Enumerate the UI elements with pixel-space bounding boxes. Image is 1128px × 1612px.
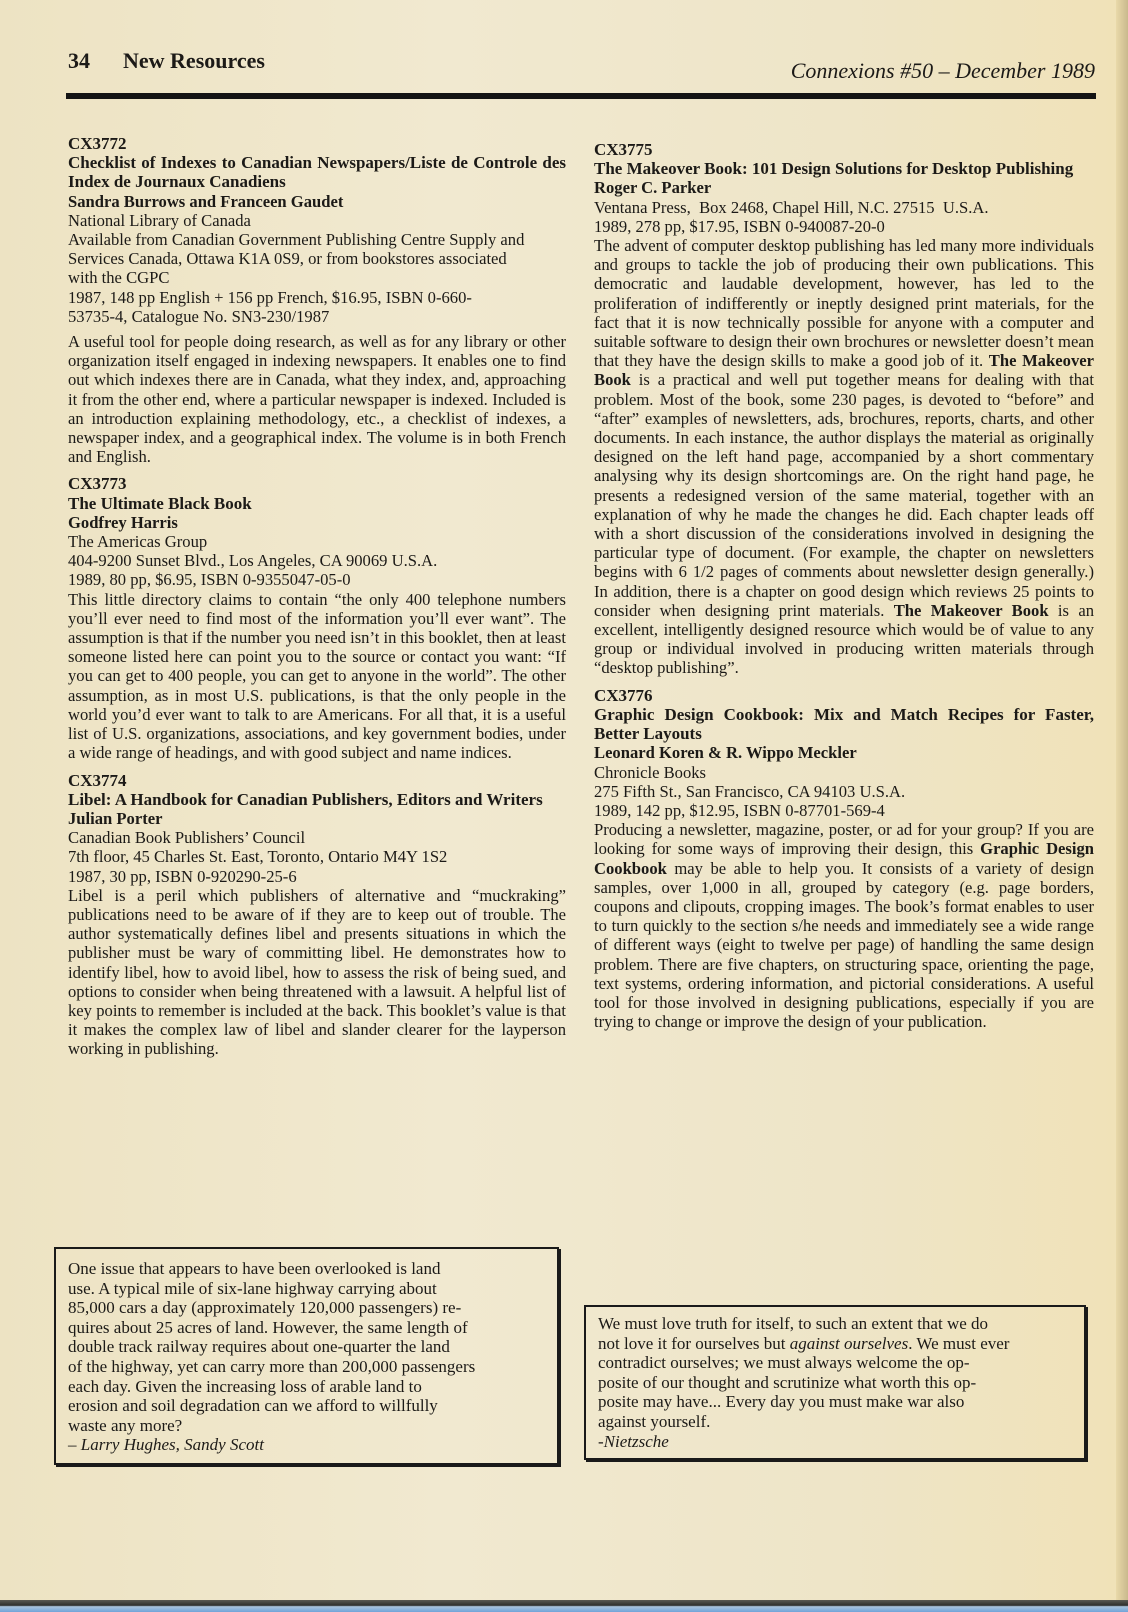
entry-title: Checklist of Indexes to Canadian Newspapers/Liste de Controle des Index de Journaux Canadiens — [68, 153, 566, 192]
page-header — [68, 48, 1095, 82]
quote-attribution: – Larry Hughes, Sandy Scott — [68, 1435, 264, 1455]
entry-pub-details: 1987, 30 pp, ISBN 0-920290-25-6 — [68, 866, 297, 886]
land-use-quote-box — [54, 1247, 559, 1465]
resource-entry — [68, 474, 566, 762]
quote-line: One issue that appears to have been overlooked is land — [68, 1259, 441, 1278]
nietzsche-quote-box — [584, 1305, 1086, 1460]
quote-line: erosion and soil degradation can we afford to willfully — [68, 1396, 438, 1416]
entry-publisher: The Americas Group — [68, 532, 208, 552]
entry-author: Roger C. Parker — [594, 178, 712, 198]
quote-line: use. A typical mile of six-lane highway carrying about — [68, 1278, 437, 1298]
entry-author: Sandra Burrows and Franceen Gaudet — [68, 191, 344, 211]
entry-pub-details: 1989, 80 pp, $6.95, ISBN 0-9355047-05-0 — [68, 570, 351, 590]
entry-author: Julian Porter — [68, 808, 163, 828]
book-title-emphasis: The Makeover Book — [594, 351, 1094, 390]
book-title-emphasis: The Makeover Book — [893, 600, 1049, 620]
entry-code: CX3775 — [594, 140, 653, 159]
entry-pub-details: 1989, 142 pp, $12.95, ISBN 0-87701-569-4 — [594, 800, 885, 820]
desc-text: The advent of computer desktop publishing has led many more individuals and groups to tackle the job of producing their own publications. This democratic and laudable development, however, has led to the proliferation of indifferently or ineptly designed print materials, for the fact that it is now technically possible for anyone with a computer and suitable software to design their own brochures or newsletter doesn’t mean that they have the design skills to make a good job of it. — [594, 236, 1094, 371]
entry-title: Graphic Design Cookbook: Mix and Match Recipes for Faster, Better Layouts — [594, 704, 1094, 744]
page-number: 34 — [68, 48, 90, 73]
resource-entry — [594, 686, 1094, 1032]
quote-line: against yourself. — [598, 1411, 711, 1431]
entry-availability: Available from Canadian Government Publishing Centre Supply and Services Canada, Ottawa K1A 0S9, or from bookstores associated with the CGPC — [68, 230, 525, 288]
entry-description: A useful tool for people doing research, as well as for any library or other organization itself engaged in indexing newspapers. It enables one to find out which indexes there are in Canada, what they index, and, approaching it from the other end, where a particular newspaper is indexed. Included is an introduction explaining methodology, etc., a checklist of indexes, a newspaper index, and a geographical index. The volume is in both French and English. — [68, 332, 566, 467]
quote-line: of the highway, yet can carry more than 200,000 passengers — [68, 1356, 476, 1376]
section-title: New Resources — [123, 48, 265, 73]
entry-author: Leonard Koren & R. Wippo Meckler — [594, 743, 857, 763]
entry-code: CX3773 — [68, 474, 127, 494]
entry-publisher: Ventana Press, Box 2468, Chapel Hill, N.C. 27515 U.S.A. — [594, 197, 989, 217]
quote-line: contradict ourselves; we must always welcome the op- — [598, 1353, 970, 1373]
entry-publisher: Canadian Book Publishers’ Council — [68, 828, 306, 848]
entry-title: Libel: A Handbook for Canadian Publishers, Editors and Writers — [68, 789, 543, 809]
right-column — [594, 140, 1094, 1039]
entry-description: Libel is a peril which publishers of alternative and “muckraking” publications need to be aware of if they are to keep out of trouble. The author systematically defines libel and presents situations in which the publisher must be wary of committing libel. He demonstrates how to identify libel, how to avoid libel, how to assess the risk of being sued, and options to consider when being threatened with a lawsuit. A helpful list of key points to remember is included at the back. This booklet’s value is that it makes the complex law of libel and slander clearer for the layperson working in publishing. — [68, 885, 566, 1059]
quote-line: double track railway requires about one-quarter the land — [68, 1337, 450, 1357]
page-edge-bottom — [0, 1600, 1128, 1612]
entry-address: 275 Fifth St., San Francisco, CA 94103 U.S.A. — [594, 781, 906, 801]
entry-address: 404-9200 Sunset Blvd., Los Angeles, CA 90069 U.S.A. — [68, 551, 438, 571]
quote-line — [598, 1334, 1072, 1354]
quote-line: 85,000 cars a day (approximately 120,000 passengers) re- — [68, 1298, 462, 1318]
entry-author: Godfrey Harris — [68, 512, 178, 532]
desc-text: Producing a newsletter, magazine, poster, or ad for your group? If you are looking for some ways of improving their design, this — [594, 820, 1094, 859]
resource-entry — [68, 771, 566, 1059]
left-column — [68, 134, 566, 1067]
quote-line: We must love truth for itself, to such an extent that we do — [598, 1314, 989, 1333]
quote-line: quires about 25 acres of land. However, the same length of — [68, 1317, 468, 1337]
entry-code: CX3772 — [68, 134, 127, 153]
issue-title: Connexions #50 – December 1989 — [790, 58, 1095, 83]
entry-code: CX3774 — [68, 770, 127, 790]
entry-publisher: National Library of Canada — [68, 210, 251, 230]
entry-title: The Makeover Book: 101 Design Solutions for Desktop Publishing — [594, 159, 1074, 179]
quote-line: waste any more? — [68, 1415, 183, 1435]
desc-text: is a practical and well put together means for dealing with that problem. Most of the book, some 230 pages, is devoted to “before” and “after” examples of newsletters, ads, brochures, reports, charts, and other documents. In each instance, the author displays the material as originally designed on the left hand page, accompanied by a short commentary analysing why its design shortcomings are. On the right hand page, he presents a redesigned version of the same material, together with an explanation of why he made the changes he did. Each chapter leads off with a short discussion of the considerations involved in designing the particular type of document. (For example, the chapter on newsletters begins with 6 1/2 pages of comments about newsletter design generally.) In addition, there is a chapter on good design which reviews 25 points to consider when designing print materials. — [594, 370, 1094, 620]
entry-publisher: Chronicle Books — [594, 762, 706, 782]
quote-emphasis: against ourselves — [789, 1333, 909, 1353]
book-title-emphasis: Graphic Design Cookbook — [594, 839, 1095, 878]
quote-line: posite of our thought and scrutinize what worth this op- — [598, 1372, 977, 1392]
entry-address: 7th floor, 45 Charles St. East, Toronto, Ontario M4Y 1S2 — [68, 847, 448, 867]
quote-attribution: -Nietzsche — [598, 1431, 669, 1451]
entry-description: This little directory claims to contain “the only 400 telephone numbers you’ll ever need to find most of the information you’ll ever want”. The assumption is that if the number you need isn’t in this booklet, then at least someone listed here can point you to the source or contact you want: “If you can get to 400 people, you can get to anyone in the world”. The other assumption, as in most U.S. publications, is that the only people in the world you’d ever want to talk to are Americans. For all that, it is a useful list of U.S. organizations, associations, and key government bodies, under a wide range of headings, and with good subject and name indices. — [68, 589, 566, 763]
quote-line: posite may have... Every day you must make war also — [598, 1392, 965, 1412]
resource-entry — [68, 134, 566, 466]
page-edge-right — [1116, 0, 1128, 1612]
desc-text: is an excellent, intelligently designed resource which would be of value to any group or individual involved in producing written materials through “desktop publishing”. — [594, 600, 1094, 678]
quote-text: not love it for ourselves but — [598, 1333, 790, 1353]
entry-description — [594, 236, 1094, 678]
header-rule — [66, 93, 1096, 99]
desc-text: may be able to help you. It consists of a variety of design samples, over 1,000 in all, grouped by category (e.g. page borders, coupons and clipouts, cropping images. The book’s format enables to user to turn quickly to the section s/he needs and immediately see a wide range of different ways (eight to twelve per page) of handling the same design problem. There are five chapters, on structuring space, orienting the page, text systems, ordering information, and pictorial considerations. A useful tool for those involved in designing publications, especially if you are trying to change or improve the design of your publication. — [594, 858, 1094, 1032]
quote-text: . We must ever — [908, 1333, 1010, 1353]
entry-pub-details: 1987, 148 pp English + 156 pp French, $16.95, ISBN 0-660-53735-4, Catalogue No. SN3-230/1987 — [68, 287, 472, 326]
quote-line: each day. Given the increasing loss of arable land to — [68, 1376, 422, 1396]
entry-description — [594, 820, 1094, 1031]
resource-entry — [594, 140, 1094, 678]
entry-title: The Ultimate Black Book — [68, 493, 252, 513]
entry-pub-details: 1989, 278 pp, $17.95, ISBN 0-940087-20-0 — [594, 216, 885, 236]
entry-code: CX3776 — [594, 685, 653, 705]
